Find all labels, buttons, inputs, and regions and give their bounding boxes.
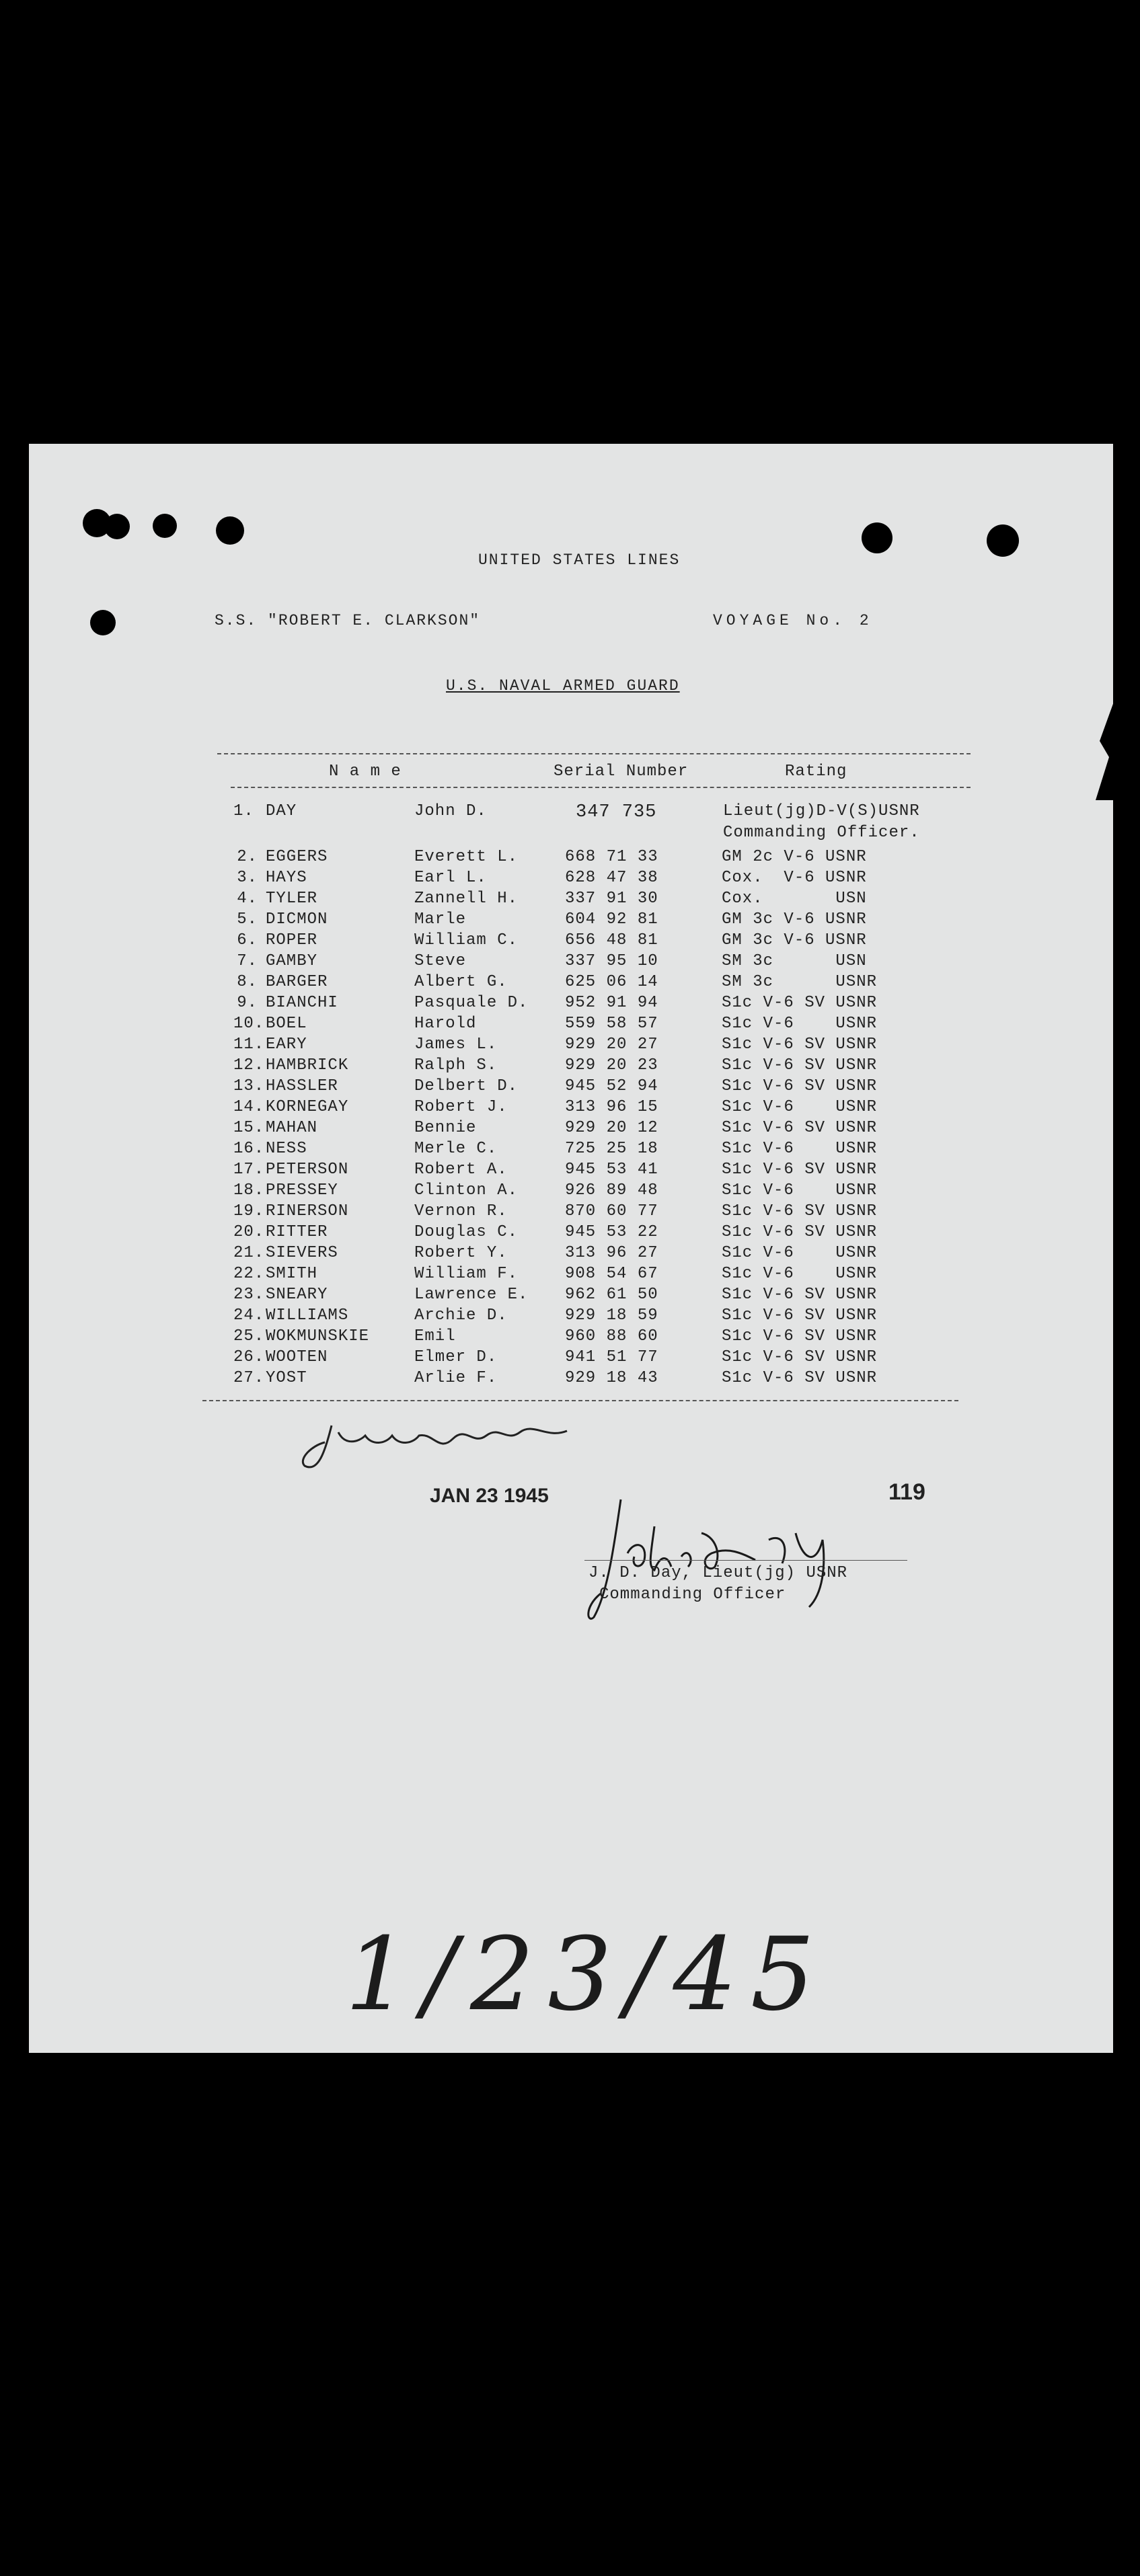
crew-last-name: EARY bbox=[266, 1036, 307, 1054]
crew-first-name: Elmer D. bbox=[414, 1348, 498, 1366]
table-row bbox=[29, 1348, 1113, 1369]
table-row bbox=[29, 1161, 1113, 1181]
officer-first-name: John D. bbox=[414, 802, 487, 820]
crew-first-name: Harold bbox=[414, 1015, 477, 1033]
table-row bbox=[29, 973, 1113, 994]
signature-line bbox=[584, 1560, 907, 1561]
crew-last-name: ROPER bbox=[266, 931, 318, 949]
crew-rating: S1c V-6 SV USNR bbox=[722, 1327, 878, 1345]
crew-last-name: HAMBRICK bbox=[266, 1056, 349, 1075]
punch-hole bbox=[153, 514, 177, 538]
crew-rating: S1c V-6 SV USNR bbox=[722, 1036, 878, 1054]
crew-serial: 725 25 18 bbox=[565, 1140, 658, 1158]
crew-serial: 929 20 27 bbox=[565, 1036, 658, 1054]
crew-first-name: Bennie bbox=[414, 1119, 477, 1137]
crew-number: 17. bbox=[233, 1161, 265, 1179]
crew-last-name: PRESSEY bbox=[266, 1181, 338, 1200]
crew-rating: S1c V-6 SV USNR bbox=[722, 1202, 878, 1220]
page-number: 119 bbox=[888, 1479, 925, 1505]
crew-serial: 962 61 50 bbox=[565, 1286, 658, 1304]
crew-first-name: Archie D. bbox=[414, 1306, 508, 1325]
crew-last-name: MAHAN bbox=[266, 1119, 318, 1137]
divider bbox=[202, 1400, 958, 1401]
table-row bbox=[29, 1286, 1113, 1306]
crew-serial: 952 91 94 bbox=[565, 994, 658, 1012]
crew-first-name: Steve bbox=[414, 952, 467, 970]
crew-serial: 337 91 30 bbox=[565, 890, 658, 908]
officer-last-name: DAY bbox=[266, 802, 297, 820]
table-row bbox=[29, 1015, 1113, 1036]
voyage-number: VOYAGE No. 2 bbox=[713, 612, 873, 629]
punch-hole bbox=[987, 524, 1019, 557]
table-row bbox=[29, 1036, 1113, 1056]
crew-number: 4. bbox=[237, 890, 258, 908]
crew-first-name: Merle C. bbox=[414, 1140, 498, 1158]
crew-rating: S1c V-6 USNR bbox=[722, 1098, 878, 1116]
punch-hole bbox=[216, 516, 244, 545]
crew-last-name: BOEL bbox=[266, 1015, 307, 1033]
table-row bbox=[29, 1202, 1113, 1223]
table-row bbox=[29, 848, 1113, 869]
crew-serial: 945 53 22 bbox=[565, 1223, 658, 1241]
crew-first-name: Emil bbox=[414, 1327, 456, 1345]
crew-rating: S1c V-6 SV USNR bbox=[722, 1369, 878, 1387]
crew-first-name: Zannell H. bbox=[414, 890, 519, 908]
crew-first-name: Robert J. bbox=[414, 1098, 508, 1116]
officer-rating: Lieut(jg)D-V(S)USNR bbox=[723, 802, 920, 820]
crew-first-name: Delbert D. bbox=[414, 1077, 519, 1095]
crew-last-name: SMITH bbox=[266, 1265, 318, 1283]
crew-first-name: Robert Y. bbox=[414, 1244, 508, 1262]
crew-rating: S1c V-6 SV USNR bbox=[722, 994, 878, 1012]
company-name: UNITED STATES LINES bbox=[478, 551, 681, 569]
crew-rating: S1c V-6 SV USNR bbox=[722, 1223, 878, 1241]
crew-first-name: Pasquale D. bbox=[414, 994, 529, 1012]
crew-rating: S1c V-6 SV USNR bbox=[722, 1161, 878, 1179]
crew-number: 7. bbox=[237, 952, 258, 970]
crew-rating: S1c V-6 SV USNR bbox=[722, 1119, 878, 1137]
crew-rating: Cox. USN bbox=[722, 890, 867, 908]
table-row bbox=[29, 1181, 1113, 1202]
crew-number: 26. bbox=[233, 1348, 265, 1366]
crew-last-name: KORNEGAY bbox=[266, 1098, 349, 1116]
crew-last-name: HAYS bbox=[266, 869, 307, 887]
crew-rating: S1c V-6 SV USNR bbox=[722, 1077, 878, 1095]
crew-first-name: Douglas C. bbox=[414, 1223, 519, 1241]
crew-serial: 929 18 43 bbox=[565, 1369, 658, 1387]
crew-first-name: Robert A. bbox=[414, 1161, 508, 1179]
column-header-rating: Rating bbox=[785, 763, 847, 781]
crew-list bbox=[29, 848, 1113, 1399]
crew-serial: 929 20 23 bbox=[565, 1056, 658, 1075]
date-stamp: JAN 23 1945 bbox=[430, 1485, 549, 1507]
crew-last-name: SNEARY bbox=[266, 1286, 328, 1304]
crew-first-name: Arlie F. bbox=[414, 1369, 498, 1387]
crew-first-name: Albert G. bbox=[414, 973, 508, 991]
crew-first-name: James L. bbox=[414, 1036, 498, 1054]
crew-first-name: Ralph S. bbox=[414, 1056, 498, 1075]
crew-last-name: YOST bbox=[266, 1369, 307, 1387]
crew-serial: 313 96 27 bbox=[565, 1244, 658, 1262]
crew-number: 19. bbox=[233, 1202, 265, 1220]
crew-serial: 941 51 77 bbox=[565, 1348, 658, 1366]
crew-last-name: TYLER bbox=[266, 890, 318, 908]
crew-number: 27. bbox=[233, 1369, 265, 1387]
crew-serial: 908 54 67 bbox=[565, 1265, 658, 1283]
crew-rating: S1c V-6 SV USNR bbox=[722, 1056, 878, 1075]
crew-serial: 668 71 33 bbox=[565, 848, 658, 866]
table-row bbox=[29, 1140, 1113, 1161]
crew-rating: SM 3c USN bbox=[722, 952, 867, 970]
crew-first-name: Vernon R. bbox=[414, 1202, 508, 1220]
table-row bbox=[29, 1119, 1113, 1140]
crew-number: 5. bbox=[237, 910, 258, 929]
crew-rating: S1c V-6 SV USNR bbox=[722, 1286, 878, 1304]
crew-last-name: BARGER bbox=[266, 973, 328, 991]
table-row bbox=[29, 869, 1113, 890]
ship-name: S.S. "ROBERT E. CLARKSON" bbox=[215, 612, 481, 629]
crew-serial: 313 96 15 bbox=[565, 1098, 658, 1116]
crew-rating: SM 3c USNR bbox=[722, 973, 878, 991]
crew-number: 18. bbox=[233, 1181, 265, 1200]
crew-first-name: Everett L. bbox=[414, 848, 519, 866]
crew-serial: 929 18 59 bbox=[565, 1306, 658, 1325]
crew-number: 20. bbox=[233, 1223, 265, 1241]
column-header-serial: Serial Number bbox=[554, 763, 689, 781]
crew-serial: 604 92 81 bbox=[565, 910, 658, 929]
crew-last-name: PETERSON bbox=[266, 1161, 349, 1179]
crew-first-name: William F. bbox=[414, 1265, 519, 1283]
table-row bbox=[29, 931, 1113, 952]
crew-number: 9. bbox=[237, 994, 258, 1012]
divider bbox=[231, 787, 971, 788]
crew-rating: GM 3c V-6 USNR bbox=[722, 910, 867, 929]
table-row bbox=[29, 1223, 1113, 1244]
crew-number: 13. bbox=[233, 1077, 265, 1095]
crew-serial: 559 58 57 bbox=[565, 1015, 658, 1033]
crew-first-name: Earl L. bbox=[414, 869, 487, 887]
table-row bbox=[29, 1327, 1113, 1348]
crew-rating: S1c V-6 USNR bbox=[722, 1265, 878, 1283]
crew-rating: S1c V-6 USNR bbox=[722, 1140, 878, 1158]
table-row bbox=[29, 910, 1113, 931]
crew-rating: S1c V-6 SV USNR bbox=[722, 1348, 878, 1366]
crew-serial: 945 53 41 bbox=[565, 1161, 658, 1179]
crew-serial: 656 48 81 bbox=[565, 931, 658, 949]
crew-rating: S1c V-6 USNR bbox=[722, 1181, 878, 1200]
crew-last-name: BIANCHI bbox=[266, 994, 338, 1012]
document-page bbox=[29, 444, 1113, 2053]
table-row bbox=[29, 1244, 1113, 1265]
crew-rating: S1c V-6 USNR bbox=[722, 1244, 878, 1262]
handwritten-date: 1/23/45 bbox=[345, 1916, 829, 2033]
crew-last-name: HASSLER bbox=[266, 1077, 338, 1095]
column-header-name: N a m e bbox=[329, 763, 402, 781]
officer-serial: 347 735 bbox=[576, 802, 657, 822]
crew-last-name: EGGERS bbox=[266, 848, 328, 866]
crew-rating: Cox. V-6 USNR bbox=[722, 869, 867, 887]
table-row bbox=[29, 1077, 1113, 1098]
crew-number: 10. bbox=[233, 1015, 265, 1033]
crew-number: 21. bbox=[233, 1244, 265, 1262]
punch-hole bbox=[862, 522, 892, 553]
table-row bbox=[29, 1056, 1113, 1077]
officer-title: Commanding Officer. bbox=[723, 824, 920, 842]
punch-hole bbox=[90, 610, 116, 635]
crew-first-name: Marle bbox=[414, 910, 467, 929]
crew-rating: GM 3c V-6 USNR bbox=[722, 931, 867, 949]
unit-title: U.S. NAVAL ARMED GUARD bbox=[446, 677, 680, 695]
crew-serial: 337 95 10 bbox=[565, 952, 658, 970]
crew-number: 23. bbox=[233, 1286, 265, 1304]
crew-first-name: William C. bbox=[414, 931, 519, 949]
signer-name: J. D. Day, Lieut(jg) USNR bbox=[588, 1564, 848, 1582]
crew-number: 8. bbox=[237, 973, 258, 991]
crew-number: 14. bbox=[233, 1098, 265, 1116]
punch-hole bbox=[104, 514, 130, 539]
crew-last-name: WILLIAMS bbox=[266, 1306, 349, 1325]
crew-number: 22. bbox=[233, 1265, 265, 1283]
crew-serial: 625 06 14 bbox=[565, 973, 658, 991]
crew-last-name: RINERSON bbox=[266, 1202, 349, 1220]
crew-rating: S1c V-6 SV USNR bbox=[722, 1306, 878, 1325]
crew-last-name: WOKMUNSKIE bbox=[266, 1327, 370, 1345]
crew-last-name: DICMON bbox=[266, 910, 328, 929]
table-row bbox=[29, 890, 1113, 910]
crew-serial: 945 52 94 bbox=[565, 1077, 658, 1095]
crew-serial: 929 20 12 bbox=[565, 1119, 658, 1137]
crew-rating: S1c V-6 USNR bbox=[722, 1015, 878, 1033]
crew-number: 6. bbox=[237, 931, 258, 949]
table-row bbox=[29, 1098, 1113, 1119]
crew-number: 24. bbox=[233, 1306, 265, 1325]
crew-last-name: NESS bbox=[266, 1140, 307, 1158]
crew-first-name: Lawrence E. bbox=[414, 1286, 529, 1304]
divider bbox=[217, 753, 971, 754]
crew-serial: 628 47 38 bbox=[565, 869, 658, 887]
crew-number: 25. bbox=[233, 1327, 265, 1345]
table-row bbox=[29, 1306, 1113, 1327]
crew-last-name: WOOTEN bbox=[266, 1348, 328, 1366]
crew-number: 2. bbox=[237, 848, 258, 866]
crew-number: 11. bbox=[233, 1036, 265, 1054]
table-row bbox=[29, 1369, 1113, 1390]
crew-last-name: SIEVERS bbox=[266, 1244, 338, 1262]
table-row bbox=[29, 994, 1113, 1015]
crew-last-name: GAMBY bbox=[266, 952, 318, 970]
officer-number: 1. bbox=[233, 802, 254, 820]
table-row bbox=[29, 952, 1113, 973]
crew-number: 16. bbox=[233, 1140, 265, 1158]
crew-number: 15. bbox=[233, 1119, 265, 1137]
crew-number: 12. bbox=[233, 1056, 265, 1075]
crew-number: 3. bbox=[237, 869, 258, 887]
crew-serial: 926 89 48 bbox=[565, 1181, 658, 1200]
crew-last-name: RITTER bbox=[266, 1223, 328, 1241]
crew-rating: GM 2c V-6 USNR bbox=[722, 848, 867, 866]
initials-signature bbox=[298, 1405, 580, 1479]
crew-serial: 870 60 77 bbox=[565, 1202, 658, 1220]
table-row bbox=[29, 1265, 1113, 1286]
signer-title: Commanding Officer bbox=[599, 1586, 786, 1604]
crew-serial: 960 88 60 bbox=[565, 1327, 658, 1345]
crew-first-name: Clinton A. bbox=[414, 1181, 519, 1200]
